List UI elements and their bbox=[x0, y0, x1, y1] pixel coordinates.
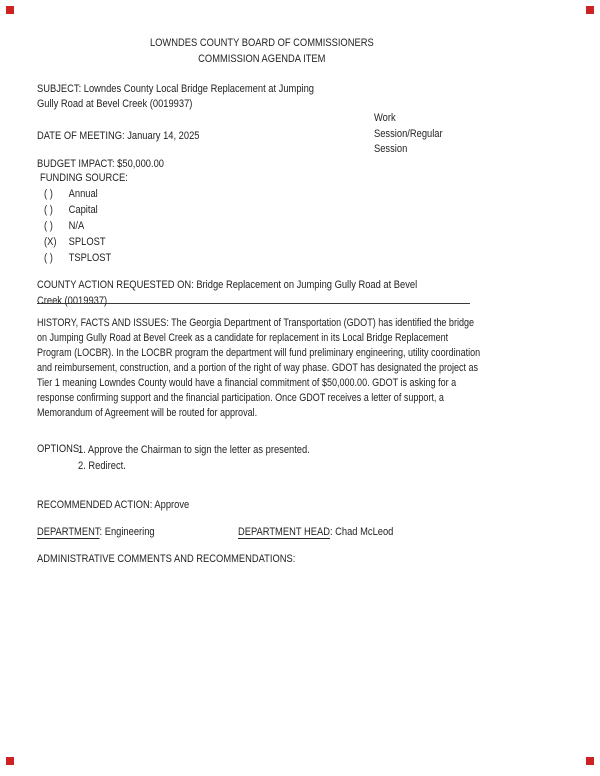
meeting-type-line: Work bbox=[374, 112, 396, 124]
funding-option bbox=[44, 250, 111, 266]
funding-option-checked bbox=[44, 234, 111, 250]
county-action-text: COUNTY ACTION REQUESTED ON: Bridge Replacement on Jumping Gully Road at Bevel Creek (0019937) bbox=[37, 279, 418, 307]
meeting-type bbox=[374, 111, 443, 158]
recommended-action: RECOMMENDED ACTION: Approve bbox=[37, 499, 190, 511]
corner-marker-top-right bbox=[586, 6, 594, 14]
department-value: : Engineering bbox=[99, 526, 155, 538]
funding-option-label: Annual bbox=[68, 188, 98, 200]
checkbox-mark: ( ) bbox=[44, 252, 53, 264]
meeting-type-line: Session/Regular bbox=[374, 127, 443, 140]
corner-marker-bottom-left bbox=[6, 757, 14, 765]
admin-comments-label: ADMINISTRATIVE COMMENTS AND RECOMMENDATIONS: bbox=[37, 553, 296, 565]
funding-option-label: N/A bbox=[68, 220, 85, 232]
department-field bbox=[37, 525, 155, 540]
funding-option-label: TSPLOST bbox=[68, 252, 112, 264]
funding-option bbox=[44, 202, 111, 218]
corner-marker-bottom-right bbox=[586, 757, 594, 765]
fill-in-underline bbox=[37, 303, 470, 304]
department-head-label: DEPARTMENT HEAD bbox=[238, 526, 330, 538]
funding-option bbox=[44, 218, 111, 234]
checkbox-mark: ( ) bbox=[44, 220, 53, 232]
funding-option-label: SPLOST bbox=[68, 236, 106, 248]
option-item-2: 2. Redirect. bbox=[78, 460, 126, 472]
funding-option-label: Capital bbox=[68, 204, 98, 216]
options-label: OPTIONS: bbox=[37, 443, 82, 455]
department-label: DEPARTMENT bbox=[37, 526, 100, 538]
department-head-value: : Chad McLeod bbox=[329, 526, 394, 538]
department-head-field bbox=[238, 525, 393, 540]
agenda-item-title: COMMISSION AGENDA ITEM bbox=[198, 53, 326, 65]
meeting-type-line: Session bbox=[374, 143, 408, 155]
funding-source-label: FUNDING SOURCE: bbox=[40, 172, 128, 184]
subject-text: SUBJECT: Lowndes County Local Bridge Replacement at Jumping Gully Road at Bevel Creek (0019937) bbox=[37, 83, 315, 110]
history-facts-issues-text: HISTORY, FACTS AND ISSUES: The Georgia Department of Transportation (GDOT) has identified the bridge on Jumping Gully Road at Bevel Creek as a candidate for replacement in its Local Bridge Replacement Program (LOCBR). In the LOCBR program the department will fund preliminary engineering, utility coordination and reimbursement, construction, and a portion of the right of way phase. GDOT has designated the project as Tier 1 meaning Lowndes County would have a financial commitment of $50,000.00. GDOT is asking for a response confirming support and the financial participation. Once GDOT receives a letter of support, a Memorandum of Agreement will be routed for approval. bbox=[37, 317, 481, 419]
checkbox-mark-checked: (X) bbox=[44, 236, 57, 248]
funding-option bbox=[44, 186, 111, 202]
option-item-1: 1. Approve the Chairman to sign the letter as presented. bbox=[78, 444, 310, 456]
checkbox-mark: ( ) bbox=[44, 204, 53, 216]
checkbox-mark: ( ) bbox=[44, 188, 53, 200]
options-list bbox=[78, 442, 310, 474]
document-header bbox=[37, 35, 487, 67]
commission-title: LOWNDES COUNTY BOARD OF COMMISSIONERS bbox=[149, 37, 374, 49]
date-of-meeting: DATE OF MEETING: January 14, 2025 bbox=[37, 130, 200, 142]
funding-options-list bbox=[44, 186, 111, 266]
budget-impact: BUDGET IMPACT: $50,000.00 bbox=[37, 158, 164, 170]
corner-marker-top-left bbox=[6, 6, 14, 14]
